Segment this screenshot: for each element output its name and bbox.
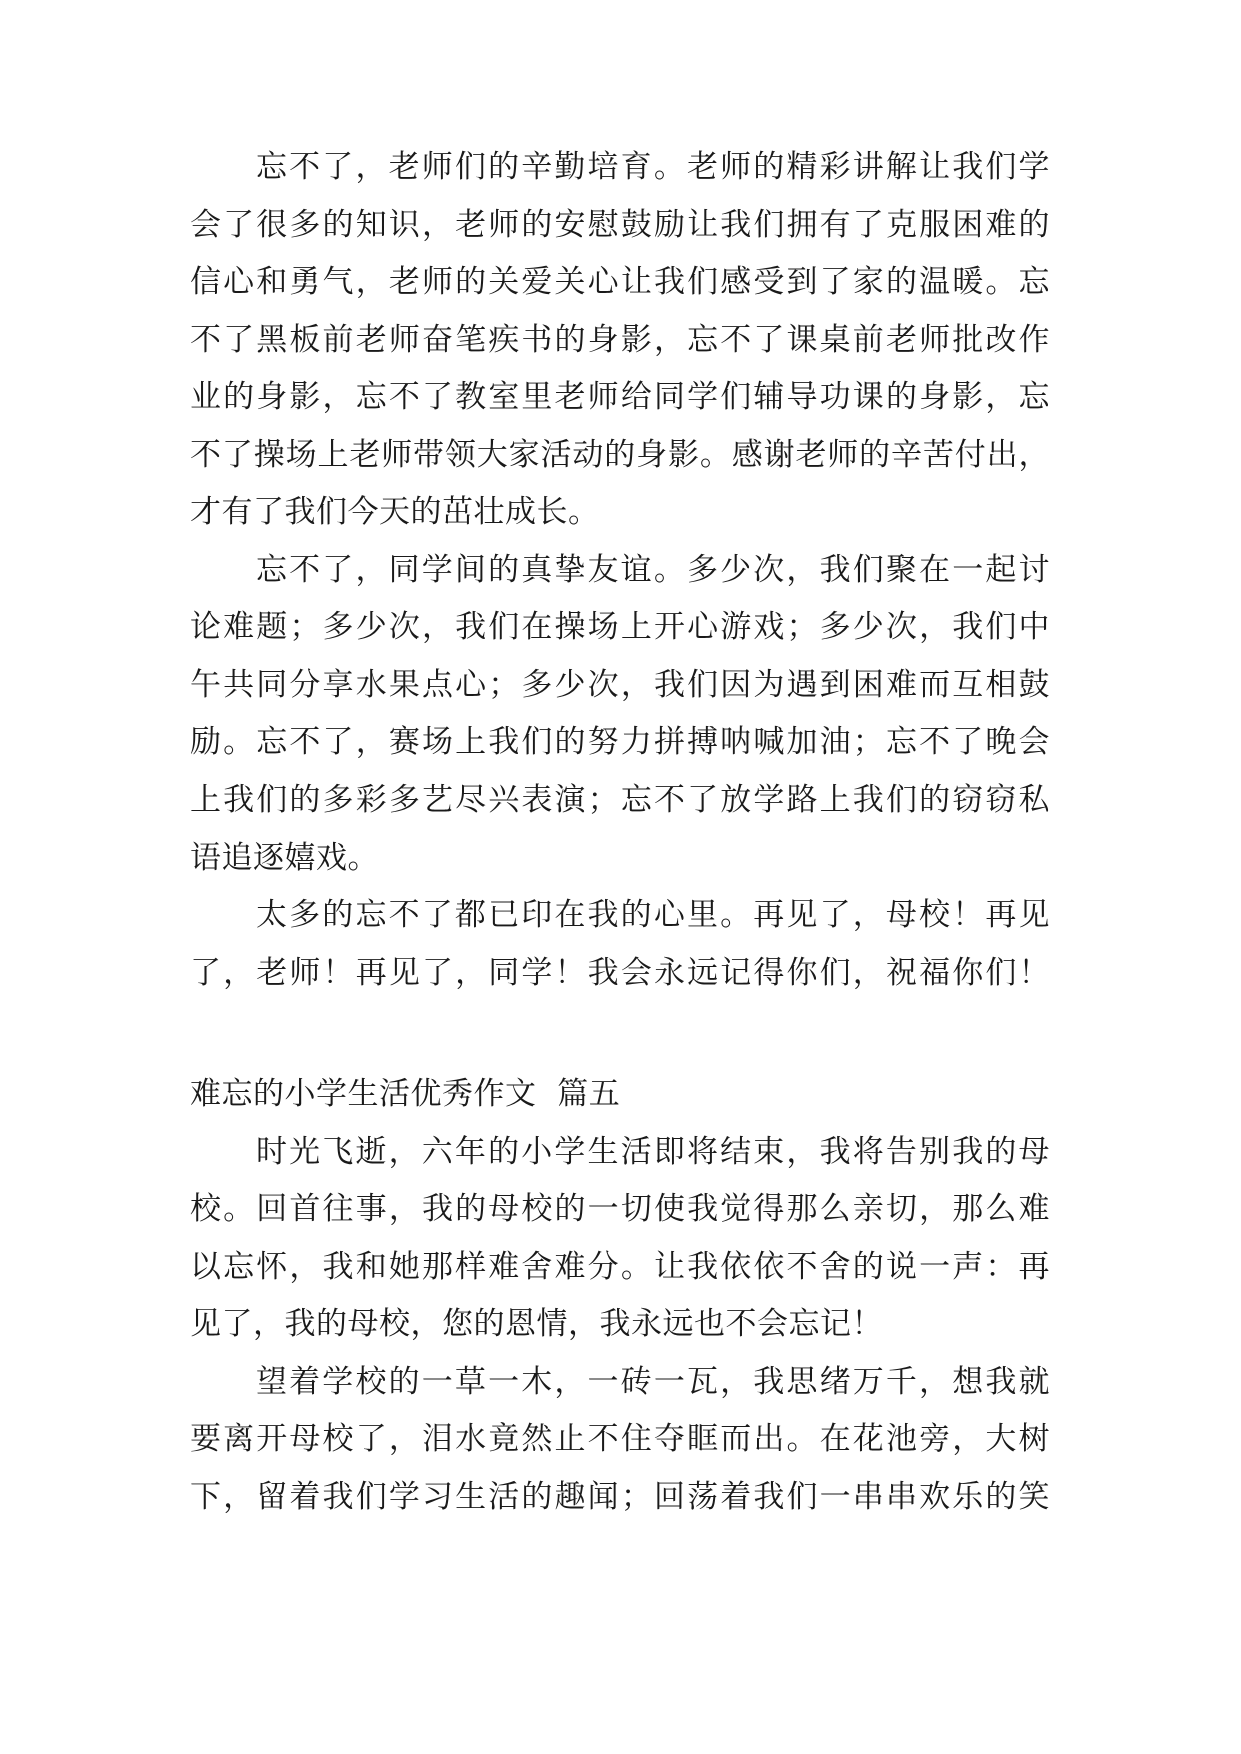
text-line: 望着学校的一草一木，一砖一瓦，我思绪万千，想我就 bbox=[256, 1364, 1050, 1400]
text-line: 以忘怀，我和她那样难舍难分。让我依依不舍的说一声：再 bbox=[190, 1249, 1050, 1285]
text-line: 忘不了，老师们的辛勤培育。老师的精彩讲解让我们学 bbox=[256, 149, 1050, 185]
text-line: 太多的忘不了都已印在我的心里。再见了，母校！再见 bbox=[256, 897, 1050, 933]
text-line: 励。忘不了，赛场上我们的努力拼搏呐喊加油；忘不了晚会 bbox=[190, 724, 1050, 760]
text-line: 语追逐嬉戏。 bbox=[190, 840, 379, 876]
text-line: 上我们的多彩多艺尽兴表演；忘不了放学路上我们的窃窃私 bbox=[190, 782, 1050, 818]
text-line: 午共同分享水果点心；多少次，我们因为遇到困难而互相鼓 bbox=[190, 667, 1050, 703]
text-line: 信心和勇气，老师的关爱关心让我们感受到了家的温暖。忘 bbox=[190, 264, 1050, 300]
text-line: 才有了我们今天的茁壮成长。 bbox=[190, 494, 600, 530]
text-line: 下，留着我们学习生活的趣闻；回荡着我们一串串欢乐的笑 bbox=[190, 1479, 1050, 1515]
text-line: 校。回首往事，我的母校的一切使我觉得那么亲切，那么难 bbox=[190, 1191, 1050, 1227]
text-line: 不了黑板前老师奋笔疾书的身影，忘不了课桌前老师批改作 bbox=[190, 322, 1050, 358]
text-line: 见了，我的母校，您的恩情，我永远也不会忘记！ bbox=[190, 1306, 883, 1342]
text-line: 不了操场上老师带领大家活动的身影。感谢老师的辛苦付出， bbox=[190, 437, 1050, 473]
text-line: 论难题；多少次，我们在操场上开心游戏；多少次，我们中 bbox=[190, 609, 1050, 645]
text-line: 要离开母校了，泪水竟然止不住夺眶而出。在花池旁，大树 bbox=[190, 1421, 1050, 1457]
section-heading: 难忘的小学生活优秀作文 篇五 bbox=[190, 1076, 621, 1112]
text-line: 业的身影，忘不了教室里老师给同学们辅导功课的身影，忘 bbox=[190, 379, 1050, 415]
text-line: 了，老师！再见了，同学！我会永远记得你们，祝福你们！ bbox=[190, 955, 1050, 991]
text-line: 忘不了，同学间的真挚友谊。多少次，我们聚在一起讨 bbox=[256, 552, 1050, 588]
text-line: 会了很多的知识，老师的安慰鼓励让我们拥有了克服困难的 bbox=[190, 207, 1050, 243]
text-line: 时光飞逝，六年的小学生活即将结束，我将告别我的母 bbox=[256, 1134, 1050, 1170]
